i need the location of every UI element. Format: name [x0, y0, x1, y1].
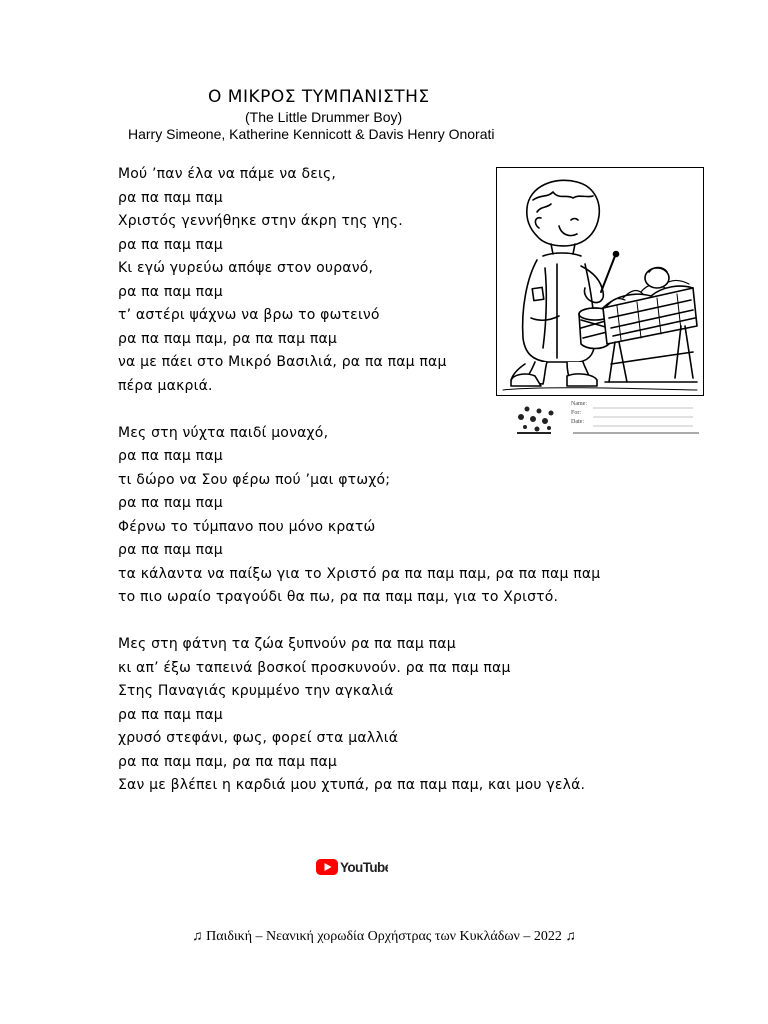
song-title: Ο ΜΙΚΡΟΣ ΤΥΜΠΑΝΙΣΤΗΣ: [208, 87, 430, 107]
lyric-line: τ’ αστέρι ψάχνω να βρω το φωτεινό: [118, 307, 380, 323]
worksheet-for-label: For:: [571, 410, 582, 416]
youtube-icon: [316, 857, 388, 877]
lyric-line: ρα πα παμ παμ: [118, 189, 223, 206]
lyric-line: Φέρνω το τύμπανο που μόνο κρατώ: [118, 518, 376, 535]
lyric-line: ρα πα παμ παμ: [118, 706, 223, 723]
lyric-line: Σαν με βλέπει η καρδιά μου χτυπά, ρα πα παμ παμ, και μου γελά.: [118, 777, 586, 793]
verse-3: [118, 633, 678, 798]
lyric-line: πέρα μακριά.: [118, 377, 213, 394]
lyric-line: ρα πα παμ παμ: [118, 542, 223, 558]
lyric-line: ρα πα παμ παμ, ρα πα παμ παμ: [118, 753, 338, 770]
lyric-line: τι δώρο να Σου φέρω πού ’μαι φτωχό;: [118, 471, 391, 488]
song-subtitle: (The Little Drummer Boy): [245, 109, 403, 125]
lyric-line: να με πάει στο Μικρό Βασιλιά, ρα πα παμ παμ: [118, 354, 447, 370]
worksheet-strip: [513, 401, 703, 439]
lyric-line: ρα πα παμ παμ, ρα πα παμ παμ: [118, 330, 338, 347]
footer-text: ♫ Παιδική – Νεανική χορωδία Ορχήστρας των Κυκλάδων – 2022 ♫: [192, 929, 576, 944]
verse-spacer: [118, 610, 678, 634]
worksheet-date-label: Date:: [571, 419, 584, 425]
drummer-boy-illustration: [496, 167, 704, 396]
lyric-line: ρα πα παμ παμ: [118, 448, 223, 464]
lyric-line: το πιο ωραίο τραγούδι θα πω, ρα πα παμ παμ, για το Χριστό.: [118, 589, 559, 605]
lyric-line: Χριστός γεννήθηκε στην άκρη της γης.: [118, 213, 403, 229]
youtube-link[interactable]: [316, 857, 388, 877]
lyric-line: Μες στη φάτνη τα ζώα ξυπνούν ρα πα παμ παμ: [118, 636, 456, 652]
lyric-line: χρυσό στεφάνι, φως, φορεί στα μαλλιά: [118, 730, 399, 746]
drummer-boy-drawing: [497, 168, 703, 395]
lyric-line: ρα πα παμ παμ: [118, 283, 223, 300]
lyric-line: κι απ’ έξω ταπεινά βοσκοί προσκυνούν. ρα πα παμ παμ: [118, 659, 511, 676]
lyric-line: Στης Παναγιάς κρυμμένο την αγκαλιά: [118, 683, 394, 699]
music-notes-logo: [513, 401, 703, 439]
worksheet-name-label: Name:: [571, 401, 587, 407]
verse-2: [118, 422, 678, 610]
youtube-label: YouTube: [340, 860, 388, 875]
lyric-line: τα κάλαντα να παίξω για το Χριστό ρα πα παμ παμ, ρα πα παμ παμ: [118, 565, 601, 582]
lyric-line: Μες στη νύχτα παιδί μοναχό,: [118, 424, 329, 441]
lyric-line: ρα πα παμ παμ: [118, 495, 223, 511]
lyric-line: Μού ’παν έλα να πάμε να δεις,: [118, 166, 337, 182]
lyric-line: Κι εγώ γυρεύω απόψε στον ουρανό,: [118, 260, 374, 276]
song-authors: Harry Simeone, Katherine Kennicott & Davis Henry Onorati: [128, 126, 495, 142]
lyric-line: ρα πα παμ παμ: [118, 236, 223, 253]
